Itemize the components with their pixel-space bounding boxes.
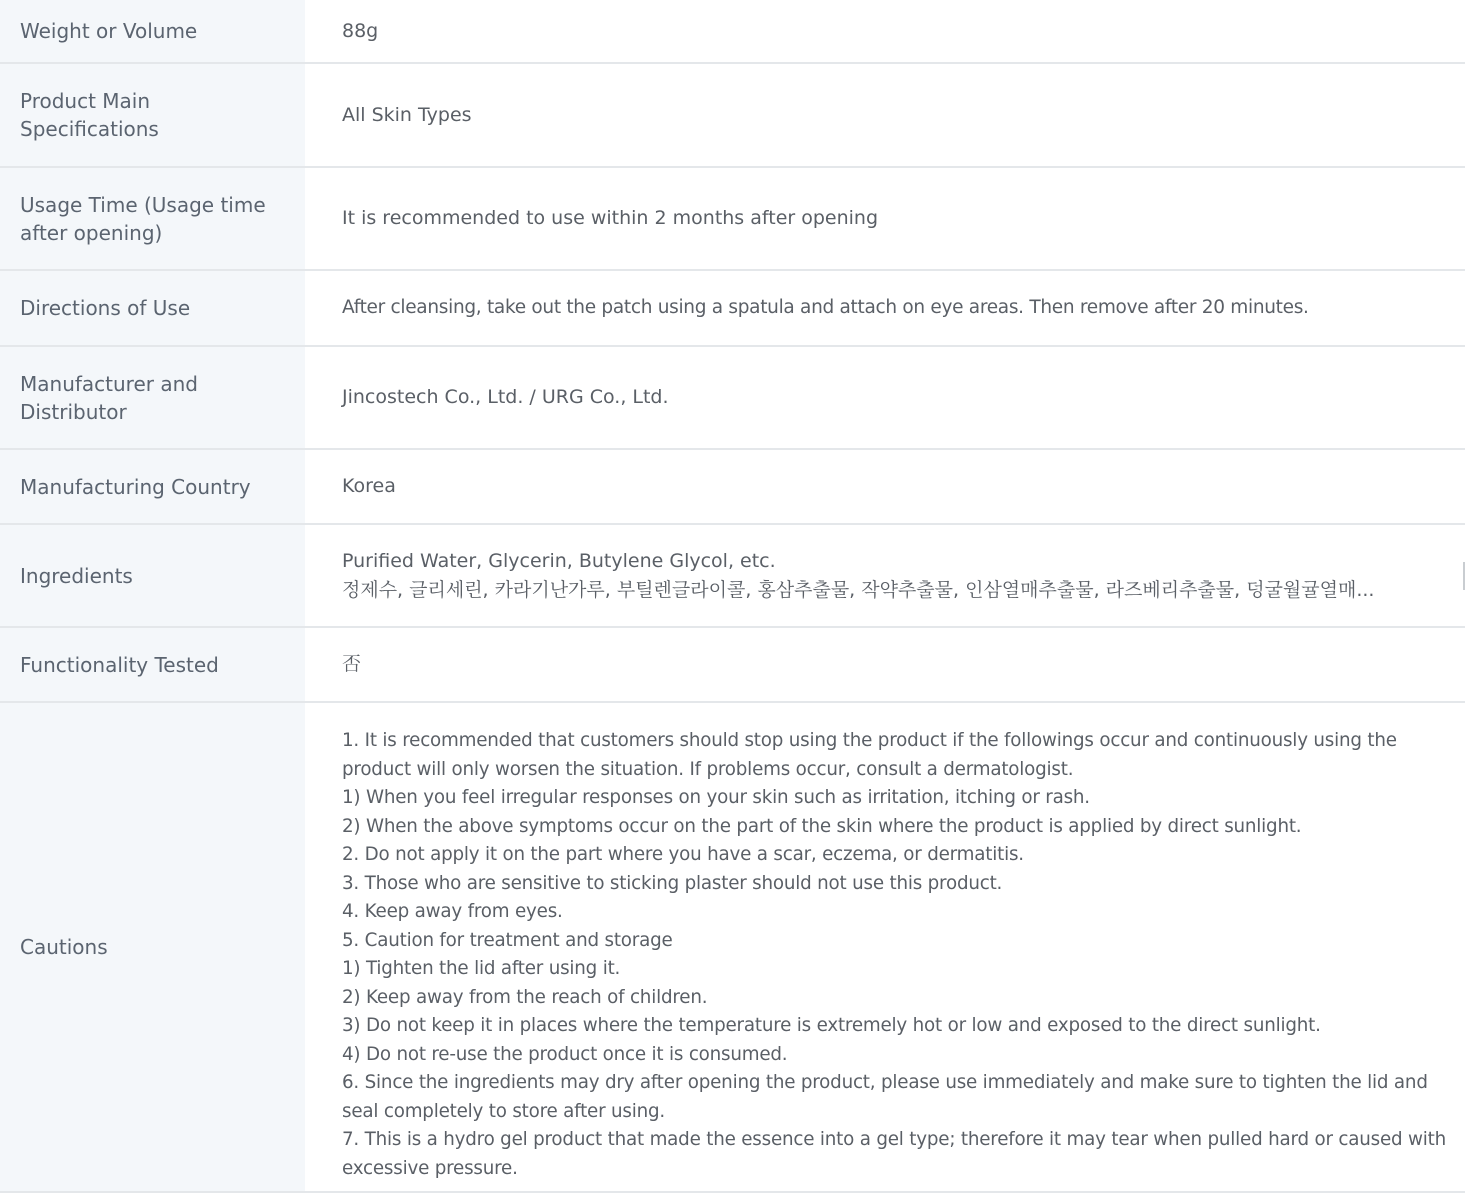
spec-value-functionality: 否 <box>305 627 1465 702</box>
spec-row-functionality <box>0 627 1465 702</box>
spec-label-directions: Directions of Use <box>0 270 305 346</box>
spec-label-ingredients: Ingredients <box>0 524 305 627</box>
spec-label-cautions: Cautions <box>0 702 305 1192</box>
spec-label-weight: Weight or Volume <box>0 0 305 63</box>
spec-row-main-specifications <box>0 63 1465 167</box>
spec-row-usage-time <box>0 167 1465 270</box>
spec-value-cautions <box>305 702 1465 1192</box>
spec-label-country: Manufacturing Country <box>0 449 305 524</box>
spec-row-manufacturer <box>0 346 1465 449</box>
spec-row-ingredients <box>0 524 1465 627</box>
ingredients-english-line: Purified Water, Glycerin, Butylene Glycol, etc. <box>342 550 776 572</box>
spec-label-main-specifications: Product Main Specifications <box>0 63 305 167</box>
spec-label-functionality: Functionality Tested <box>0 627 305 702</box>
spec-row-country <box>0 449 1465 524</box>
spec-row-cautions <box>0 702 1465 1192</box>
spec-label-manufacturer: Manufacturer and Distributor <box>0 346 305 449</box>
spec-value-main-specifications: All Skin Types <box>305 63 1465 167</box>
spec-value-country: Korea <box>305 449 1465 524</box>
spec-value-ingredients <box>305 524 1465 627</box>
spec-value-usage-time: It is recommended to use within 2 months after opening <box>305 167 1465 270</box>
spec-label-usage-time: Usage Time (Usage time after opening) <box>0 167 305 270</box>
spec-row-directions <box>0 270 1465 346</box>
spec-value-manufacturer: Jincostech Co., Ltd. / URG Co., Ltd. <box>305 346 1465 449</box>
ingredients-korean-line: 정제수, 글리세린, 카라기난가루, 부틸렌글라이콜, 홍삼추출물, 작약추출물, 인삼열매추출물, 라즈베리추출물, 덩굴월귤열매... <box>342 578 1375 601</box>
spec-value-weight: 88g <box>305 0 1465 63</box>
spec-row-weight <box>0 0 1465 63</box>
cautions-text: 1. It is recommended that customers should stop using the product if the followings occur and continuously using the product will only worsen the situation. If problems occur, consult a dermatologist. 1) When you feel irregular responses on your skin such as irritation, itching or rash. 2) When the above symptoms occur on the part of the skin where the product is applied by direct sunlight. 2. Do not apply it on the part where you have a scar, eczema, or dermatitis. 3. Those who are sensitive to sticking plaster should not use this product. 4. Keep away from eyes. 5. Caution for treatment and storage 1) Tighten the lid after using it. 2) Keep away from the reach of children. 3) Do not keep it in places where the temperature is extremely hot or low and exposed to the direct sunlight. 4) Do not re-use the product once it is consumed. 6. Since the ingredients may dry after opening the product, please use immediately and make sure to tighten the lid and seal completely to store after using. 7. This is a hydro gel product that made the essence into a gel type; therefore it may tear when pulled hard or caused with excessive pressure. <box>342 730 1447 1179</box>
spec-value-directions: After cleansing, take out the patch using a spatula and attach on eye areas. Then remove after 20 minutes. <box>305 270 1465 346</box>
